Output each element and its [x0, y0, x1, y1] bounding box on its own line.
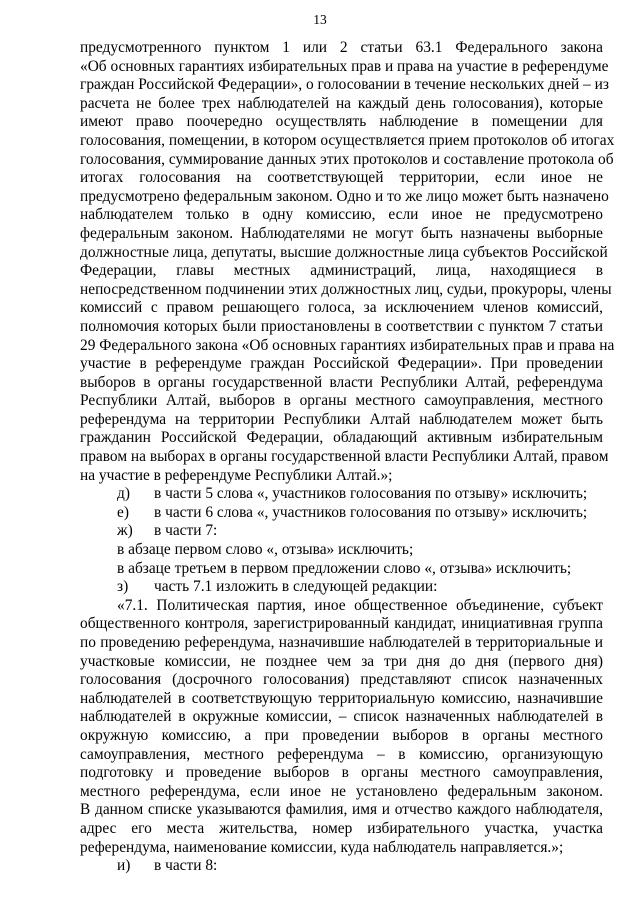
- text-line: расчета не более трех наблюдателей на каждый день голосования), которые: [80, 94, 603, 112]
- list-marker: е): [117, 503, 129, 521]
- text-line: наблюдателей в окружные комиссии, – список назначенных наблюдателей в: [80, 708, 603, 726]
- text-line: голосования, помещении, в котором осуществляется прием протоколов об итогах: [80, 131, 615, 149]
- list-marker: ж): [117, 522, 133, 540]
- text-line: самоуправления, местного референдума – в комиссию, организующую: [80, 745, 603, 763]
- list-marker: з): [117, 578, 129, 596]
- text-line: участие в референдуме граждан Российской Федерации». При проведении: [80, 355, 603, 373]
- text-line: голосования, суммирование данных этих протоколов и составление протокола об: [80, 150, 614, 168]
- list-marker: д): [117, 485, 130, 503]
- document-body: [80, 39, 615, 876]
- list-item: [80, 485, 603, 504]
- sub-instructions: [80, 541, 603, 578]
- text-line: правом на выборах в органы государственной власти Республики Алтай, правом: [80, 448, 609, 466]
- text-line: Федерации, главы местных администраций, лица, находящиеся в: [80, 262, 603, 280]
- text-line: общественного контроля, зарегистрированный кандидат, инициативная группа: [80, 615, 603, 633]
- text-line: комиссий с правом решающего голоса, за исключением членов комиссий,: [80, 299, 603, 317]
- text-line: местного референдума, если иное не установлено федеральным законом.: [80, 782, 603, 800]
- list-item: [80, 504, 603, 523]
- text-line: референдума, наименование комиссии, куда наблюдатель направляется.»;: [80, 838, 564, 856]
- sub-instruction-line: в абзаце первом слово «, отзыва» исключить;: [117, 541, 414, 559]
- list-text: в части 8:: [154, 857, 218, 875]
- text-line: окружную комиссию, а при проведении выборов в органы местного: [80, 726, 603, 744]
- text-line: граждан Российской Федерации», о голосовании в течение нескольких дней – из: [80, 76, 609, 94]
- paragraph-7-1: [80, 597, 603, 857]
- text-line: федеральным законом. Наблюдателями не могут быть назначены выборные: [80, 224, 603, 242]
- text-line: наблюдателей в соответствующую территориальную комиссию, назначившие: [80, 689, 603, 707]
- text-line: референдума на территории Республики Алтай наблюдателем может быть: [80, 410, 603, 428]
- text-line: Республики Алтай, выборов в органы местного самоуправления, местного: [80, 392, 603, 410]
- sub-instruction-line: в абзаце третьем в первом предложении слово «, отзыва» исключить;: [117, 559, 572, 577]
- text-line: предусмотренного пунктом 1 или 2 статьи 63.1 Федерального закона: [80, 39, 603, 56]
- list-text: часть 7.1 изложить в следующей редакции:: [154, 578, 438, 596]
- list-text: в части 7:: [154, 522, 218, 540]
- text-line: участковые комиссии, не позднее чем за три дня до дня (первого дня): [80, 652, 603, 670]
- text-line: 29 Федерального закона «Об основных гарантиях избирательных прав и права на: [80, 336, 615, 354]
- text-line: на участие в референдуме Республики Алтай.»;: [80, 466, 393, 484]
- page-number: 13: [313, 12, 327, 27]
- text-line: голосования (досрочного голосования) представляют список назначенных: [80, 671, 603, 689]
- text-line: полномочия которых были приостановлены в соответствии с пунктом 7 статьи: [80, 317, 603, 335]
- amendment-list: [80, 485, 603, 541]
- text-line: по проведению референдума, назначившие наблюдателей в территориальные и: [80, 634, 603, 651]
- list-text: в части 5 слова «, участников голосования по отзыву» исключить;: [154, 485, 588, 503]
- text-line: В данном списке указываются фамилия, имя и отчество каждого наблюдателя,: [80, 801, 603, 819]
- text-line: предусмотрено федеральным законом. Одно и то же лицо может быть назначено: [80, 187, 609, 205]
- text-line: имеют право поочередно осуществлять наблюдение в помещении для: [80, 113, 603, 131]
- text-line: «7.1. Политическая партия, иное общественное объединение, субъект: [117, 596, 603, 614]
- paragraph-continuation: [80, 39, 615, 485]
- text-line: «Об основных гарантиях избирательных прав и права на участие в референдуме: [80, 57, 609, 75]
- list-item-z: [80, 578, 603, 597]
- list-item: [80, 522, 603, 541]
- list-text: в части 6 слова «, участников голосования по отзыву» исключить;: [154, 503, 588, 521]
- text-line: адрес его места жительства, номер избирательного участка, участка: [80, 819, 603, 837]
- text-line: выборов в органы государственной власти Республики Алтай, референдума: [80, 373, 603, 391]
- list-item-i: [80, 857, 603, 876]
- text-line: гражданин Российской Федерации, обладающий активным избирательным: [80, 429, 603, 447]
- text-line: должностные лица, депутаты, высшие должностные лица субъектов Российской: [80, 243, 608, 261]
- text-line: подготовку и проведение выборов в органы местного самоуправления,: [80, 764, 603, 782]
- list-marker: и): [117, 857, 131, 875]
- text-line: наблюдателем только в одну комиссию, если иное не предусмотрено: [80, 206, 603, 224]
- text-line: непосредственном подчинении этих должностных лиц, судьи, прокуроры, члены: [80, 280, 612, 298]
- text-line: итогах голосования на соответствующей территории, если иное не: [80, 169, 603, 187]
